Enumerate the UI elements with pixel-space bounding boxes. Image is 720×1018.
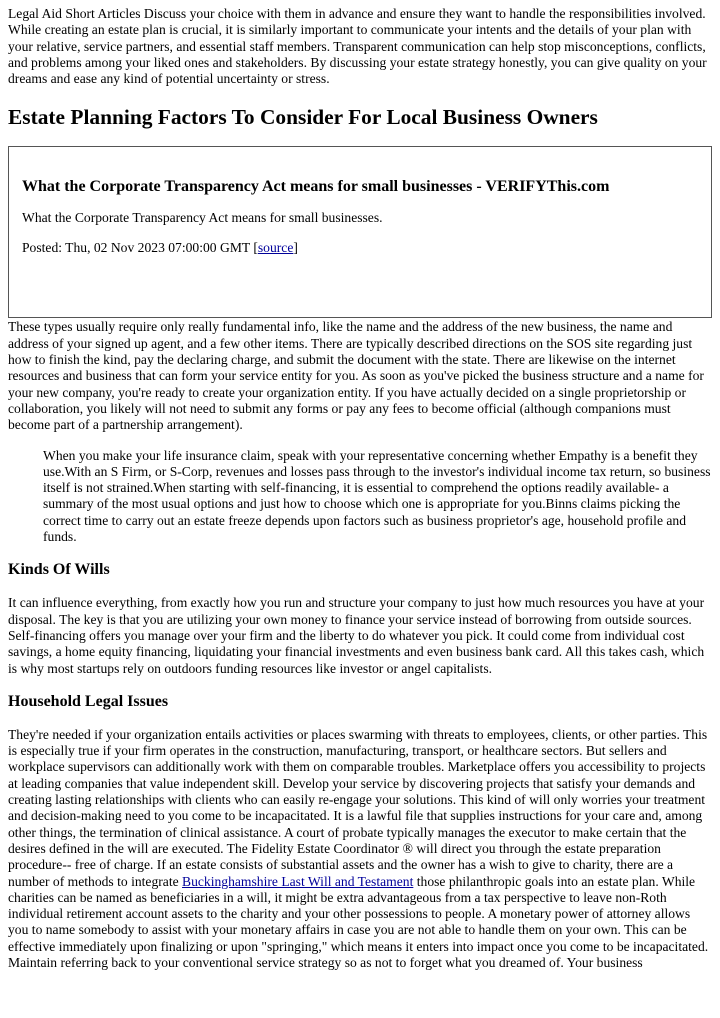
paragraph-3-text-before: They're needed if your organization entails activities or places swarming with threats to employees, clients, or other parties. This is especially true if your firm operates in the construction, manufacturing, transport, or healthcare sectors. But sellers and workplace supervisors can additionally work with them on comparable troubles. Marketplace offers you accessibility to projects at leading companies that value independent skill. Develop your service by discovering projects that satisfy your demands and creating lasting relationships with clients who can easily re-engage your solutions. This kind of will only worries your treatment and decision-making need to you come to be incapacitated. It is a lawful file that supplies instructions for your care and, among other things, the termination of clinical assistance. A court of probate typically manages the executor to make certain that the desires defined in the will are executed. The Fidelity Estate Coordinator ® will direct you through the estate preparation procedure-- free of charge. If an estate consists of substantial assets and the owner has a wish to give to charity, there are a number of methods to integrate [8, 726, 708, 889]
posted-bracket-close: ] [293, 239, 298, 255]
block-quote: When you make your life insurance claim, speak with your representative concerning whether Empathy is a benefit they use.With an S Firm, or S-Corp, revenues and losses pass through to the investor's individual income tax return, so business itself is not strained.When starting with self-financing, it is essential to comprehend the options readily available- a summary of the most usual options and just how to choose which one is appropriate for you.Binns claims picking the correct time to carry out an estate freeze depends upon factors such as business proprietor's age, household profile and funds. [43, 447, 711, 545]
page-title: Estate Planning Factors To Consider For Local Business Owners [8, 105, 598, 130]
news-card-summary: What the Corporate Transparency Act means for small businesses. [22, 210, 383, 226]
news-card-title: What the Corporate Transparency Act means for small businesses - VERIFYThis.com [22, 178, 610, 196]
body-paragraph-3 [8, 727, 712, 971]
body-paragraph-2: It can influence everything, from exactly how you run and structure your company to just how much resources you have at your disposal. The key is that you are utilizing your own money to finance your service instead of borrowing from outside sources. Self-financing offers you manage over your firm and the liberty to do whatever you pick. It could come from individual cost savings, a home equity financing, liquidating your financial investments and even business bank card. All this takes cash, which is why most startups rely on outdoors funding resources like investor or angel capitalists. [8, 595, 705, 676]
body-paragraph-1: These types usually require only really fundamental info, like the name and the address of the new business, the name and address of your signed up agent, and a few other items. There are typically described directions on the SOS site regarding just how to finish the kind, pay the declaring charge, and submit the document with the state. There are likewise on the internet resources and business that can form your service entity for you. As soon as you've picked the business structure and a name for your new company, you're ready to create your organization entity. If you have actually decided on a single proprietorship or collaboration, you likely will not need to submit any forms or pay any fees to become official (although companions must become part of a partnership arrangement). [8, 319, 704, 433]
news-card-posted [22, 240, 698, 256]
intro-paragraph: Legal Aid Short Articles Discuss your choice with them in advance and ensure they want to handle the responsibilities involved. While creating an estate plan is crucial, it is similarly important to communicate your intents and the details of your plan with your relative, service partners, and essential staff members. Transparent communication can help stop misconceptions, conflicts, and problems among your liked ones and stakeholders. By discussing your estate strategy honestly, you can give quality on your dreams and ease any kind of potential uncertainty or stress. [8, 6, 707, 87]
paragraph-3-text-after: those philanthropic goals into an estate plan. While charities can be named as beneficiaries in a will, it might be extra advantageous from a tax perspective to leave non-Roth individual retirement account assets to the charity and your other possessions to people. A monetary power of attorney allows you to name somebody to assist with your monetary affairs in case you are not able to handle them on your own. This can be effective immediately upon finalizing or upon "springing," which means it enters into impact once you come to be incapacitated. Maintain referring back to your conventional service strategy so as not to forget what you dreamed of. Your business [8, 873, 709, 970]
news-card [8, 146, 712, 318]
source-link[interactable]: source [257, 239, 294, 255]
buckinghamshire-will-link[interactable]: Buckinghamshire Last Will and Testament [182, 873, 414, 889]
section-heading-wills: Kinds Of Wills [8, 561, 110, 579]
section-heading-household: Household Legal Issues [8, 692, 169, 710]
posted-date: Posted: Thu, 02 Nov 2023 07:00:00 GMT [ [22, 239, 258, 255]
